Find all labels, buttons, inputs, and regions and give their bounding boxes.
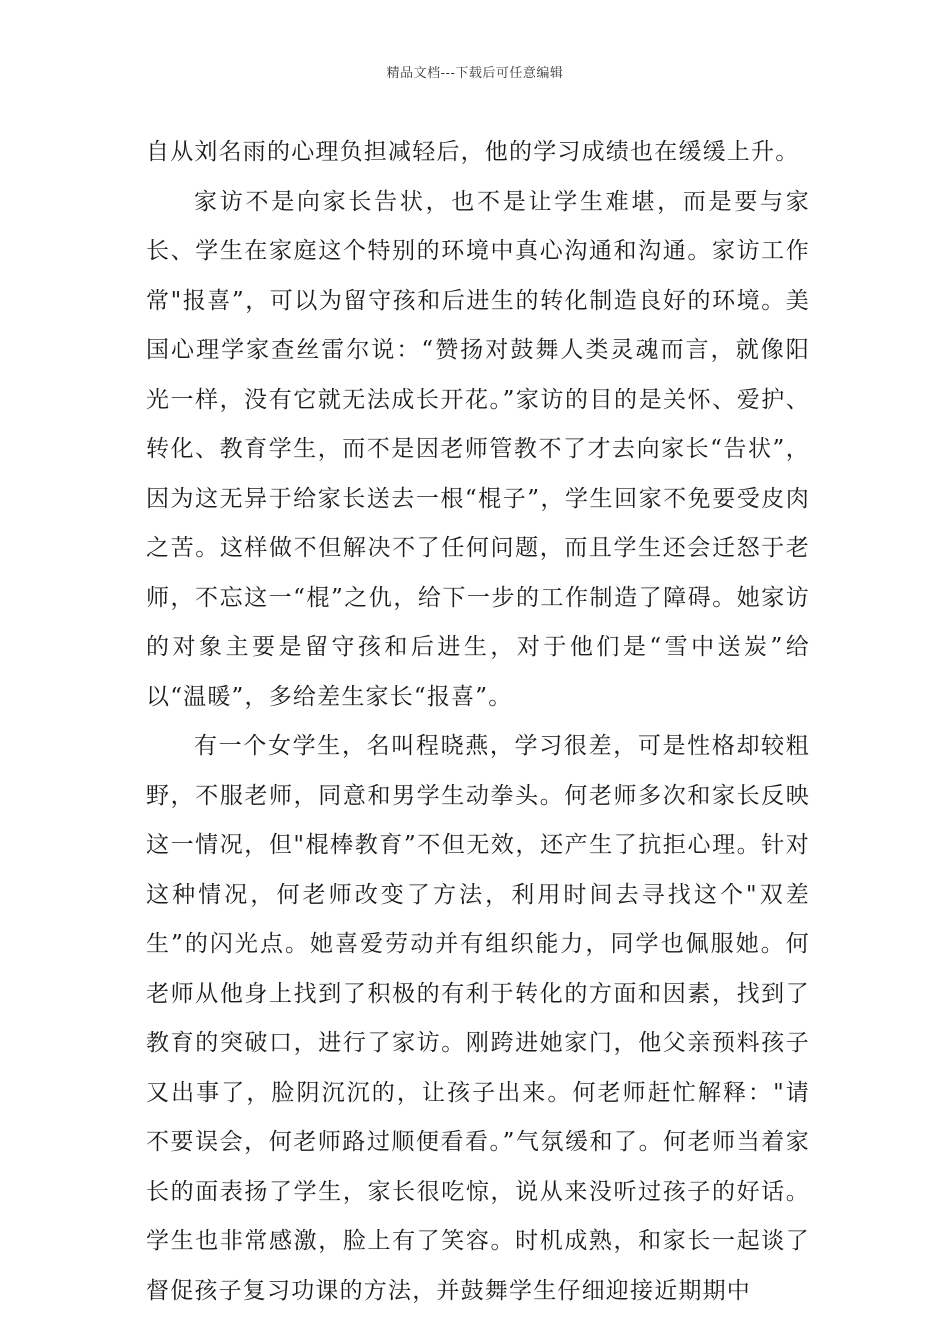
paragraph-2: 家访不是向家长告状，也不是让学生难堪，而是要与家长、学生在家庭这个特别的环境中真心沟通和沟通。家访工作常"报喜”，可以为留守孩和后进生的转化制造良好的环境。美国心理学家查丝雷尔说：“赞扬对鼓舞人类灵魂而言，就像阳光一样，没有它就无法成长开花。”家访的目的是关怀、爱护、转化、教育学生，而不是因老师管教不了才去向家长“告状”，因为这无异于给家长送去一根“棍子”，学生回家不免要受皮肉之苦。这样做不但解决不了任何问题，而且学生还会迁怒于老师，不忘这一“棍”之仇，给下一步的工作制造了障碍。她家访的对象主要是留守孩和后进生，对于他们是“雪中送炭”给以“温暖”，多给差生家长“报喜”。 [146,188,810,710]
document-body [146,128,810,1316]
paragraph-1: 自从刘名雨的心理负担减轻后，他的学习成绩也在缓缓上升。 [146,139,800,165]
paragraph-3: 有一个女学生，名叫程晓燕，学习很差，可是性格却较粗野，不服老师，同意和男学生动拳头。何老师多次和家长反映这一情况，但"棍棒教育”不但无效，还产生了抗拒心理。针对这种情况，何老师改变了方法，利用时间去寻找这个"双差生”的闪光点。她喜爱劳动并有组织能力，同学也佩服她。何老师从他身上找到了积极的有利于转化的方面和因素，找到了教育的突破口，进行了家访。刚跨进她家门，他父亲预料孩子又出事了，脸阴沉沉的，让孩子出来。何老师赶忙解释："请不要误会，何老师路过顺便看看。”气氛缓和了。何老师当着家长的面表扬了学生，家长很吃惊，说从来没听过孩子的好话。学生也非常感激，脸上有了笑容。时机成熟，和家长一起谈了督促孩子复习功课的方法，并鼓舞学生仔细迎接近期期中 [146,733,810,1304]
page-header: 精品文档---下载后可任意编辑 [386,66,564,81]
